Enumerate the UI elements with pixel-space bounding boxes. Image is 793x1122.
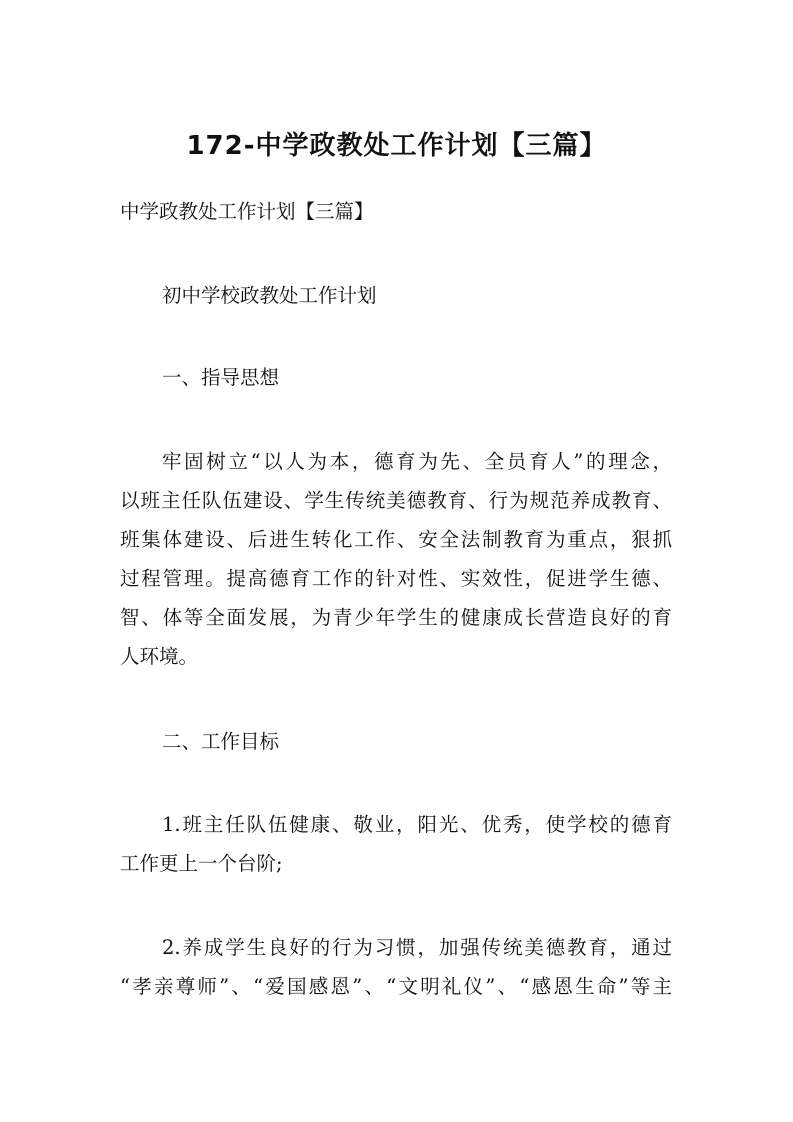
paragraph-line: 以班主任队伍建设、学生传统美德教育、行为规范养成教育、 (120, 489, 672, 512)
list-item-line: 2.养成学生良好的行为习惯，加强传统美德教育，通过 (162, 936, 672, 959)
paragraph-line: 智、体等全面发展，为青少年学生的健康成长营造良好的育 (120, 606, 672, 629)
heading-work-goals: 二、工作目标 (162, 730, 280, 753)
section-title: 初中学校政教处工作计划 (162, 284, 377, 307)
document-subtitle: 中学政教处工作计划【三篇】 (120, 200, 374, 223)
paragraph-line: 牢固树立“以人为本，德育为先、全员育人”的理念， (162, 450, 672, 473)
document-title: 172-中学政教处工作计划【三篇】 (186, 131, 607, 161)
heading-guiding-ideology: 一、指导思想 (162, 366, 280, 389)
list-item-line: 1.班主任队伍健康、敬业，阳光、优秀，使学校的德育 (162, 813, 672, 836)
list-item-line: 工作更上一个台阶; (120, 852, 283, 875)
paragraph-line: 人环境。 (120, 645, 199, 668)
paragraph-line: 过程管理。提高德育工作的针对性、实效性，促进学生德、 (120, 567, 672, 590)
paragraph-line: 班集体建设、后进生转化工作、安全法制教育为重点，狠抓 (120, 528, 672, 551)
list-item-line: “孝亲尊师”、“爱国感恩”、“文明礼仪”、“感恩生命”等主 (120, 975, 672, 998)
